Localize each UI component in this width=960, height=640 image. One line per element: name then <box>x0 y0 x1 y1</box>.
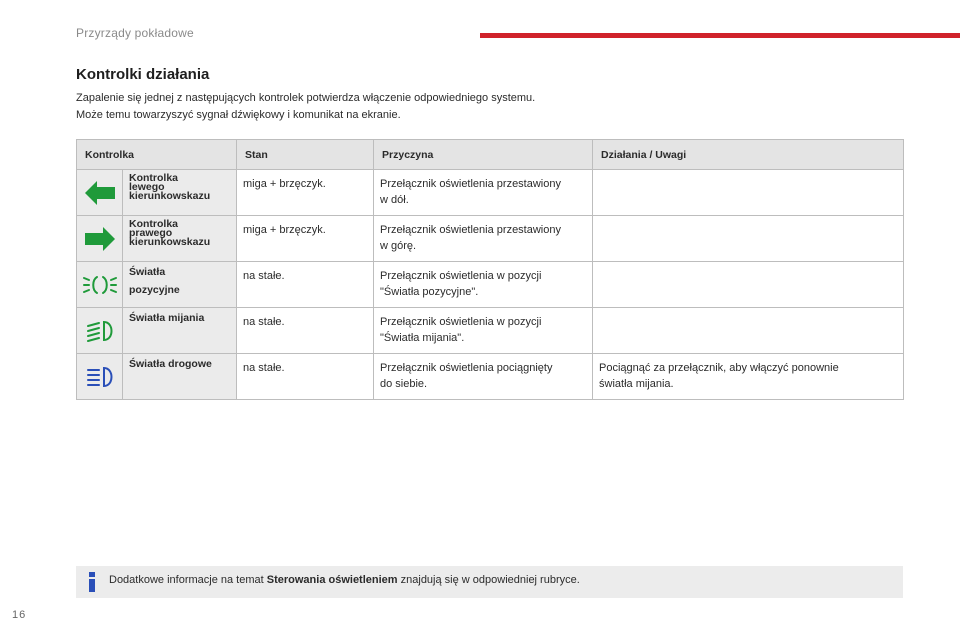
running-title: Przyrządy pokładowe <box>76 26 194 40</box>
indicator-icon-cell <box>77 216 123 262</box>
indicator-remarks: Pociągnąć za przełącznik, aby włączyć ponownie światła mijania. <box>593 354 904 400</box>
indicator-icon-cell <box>77 354 123 400</box>
indicator-cause: Przełącznik oświetlenia przestawiony w dół. <box>374 170 593 216</box>
section-title: Kontrolki działania <box>76 66 210 83</box>
intro-line: Może temu towarzyszyć sygnał dźwiękowy i komunikat na ekranie. <box>76 109 401 121</box>
indicator-cause: Przełącznik oświetlenia pociągnięty do siebie. <box>374 354 593 400</box>
column-header-cause: Przyczyna <box>374 140 593 170</box>
indicator-state: na stałe. <box>237 354 374 400</box>
info-icon <box>88 572 96 592</box>
indicator-remarks <box>593 308 904 354</box>
table-row <box>77 354 904 400</box>
page-number: 16 <box>12 609 27 621</box>
indicator-name: Kontrolka lewego kierunkowskazu <box>123 170 237 216</box>
indicator-remarks <box>593 262 904 308</box>
info-note <box>76 566 903 598</box>
column-header-indicator: Kontrolka <box>77 140 237 170</box>
table-row <box>77 308 904 354</box>
indicator-name: Kontrolka prawego kierunkowskazu <box>123 216 237 262</box>
indicator-icon-cell <box>77 170 123 216</box>
indicator-remarks <box>593 170 904 216</box>
indicator-name: Światła drogowe <box>123 354 237 400</box>
header-accent-bar <box>480 33 960 38</box>
high-beam-icon <box>85 366 115 388</box>
left-turn-signal-icon <box>84 179 116 207</box>
intro-line: Zapalenie się jednej z następujących kontrolek potwierdza włączenie odpowiedniego systemu. <box>76 92 536 104</box>
indicator-name: Światła pozycyjne <box>123 262 237 308</box>
table-row <box>77 170 904 216</box>
indicator-name: Światła mijania <box>123 308 237 354</box>
indicator-cause: Przełącznik oświetlenia w pozycji "Światła pozycyjne". <box>374 262 593 308</box>
indicator-state: miga + brzęczyk. <box>237 170 374 216</box>
right-turn-signal-icon <box>84 225 116 253</box>
indicator-icon-cell <box>77 308 123 354</box>
column-header-state: Stan <box>237 140 374 170</box>
indicator-state: na stałe. <box>237 308 374 354</box>
position-lights-icon <box>82 274 118 296</box>
low-beam-icon <box>85 320 115 342</box>
section-intro <box>76 90 535 124</box>
column-header-remarks: Działania / Uwagi <box>593 140 904 170</box>
indicator-state: miga + brzęczyk. <box>237 216 374 262</box>
table-row <box>77 216 904 262</box>
table-header-row <box>77 140 904 170</box>
info-note-bold: Sterowania oświetleniem <box>266 574 398 586</box>
indicator-remarks <box>593 216 904 262</box>
indicator-cause: Przełącznik oświetlenia przestawiony w górę. <box>374 216 593 262</box>
warning-lights-table <box>76 139 904 400</box>
indicator-icon-cell <box>77 262 123 308</box>
indicator-cause: Przełącznik oświetlenia w pozycji "Światła mijania". <box>374 308 593 354</box>
indicator-state: na stałe. <box>237 262 374 308</box>
table-row <box>77 262 904 308</box>
info-note-text: Dodatkowe informacje na temat Sterowania oświetleniem znajdują się w odpowiedniej rubryce. <box>109 574 580 586</box>
